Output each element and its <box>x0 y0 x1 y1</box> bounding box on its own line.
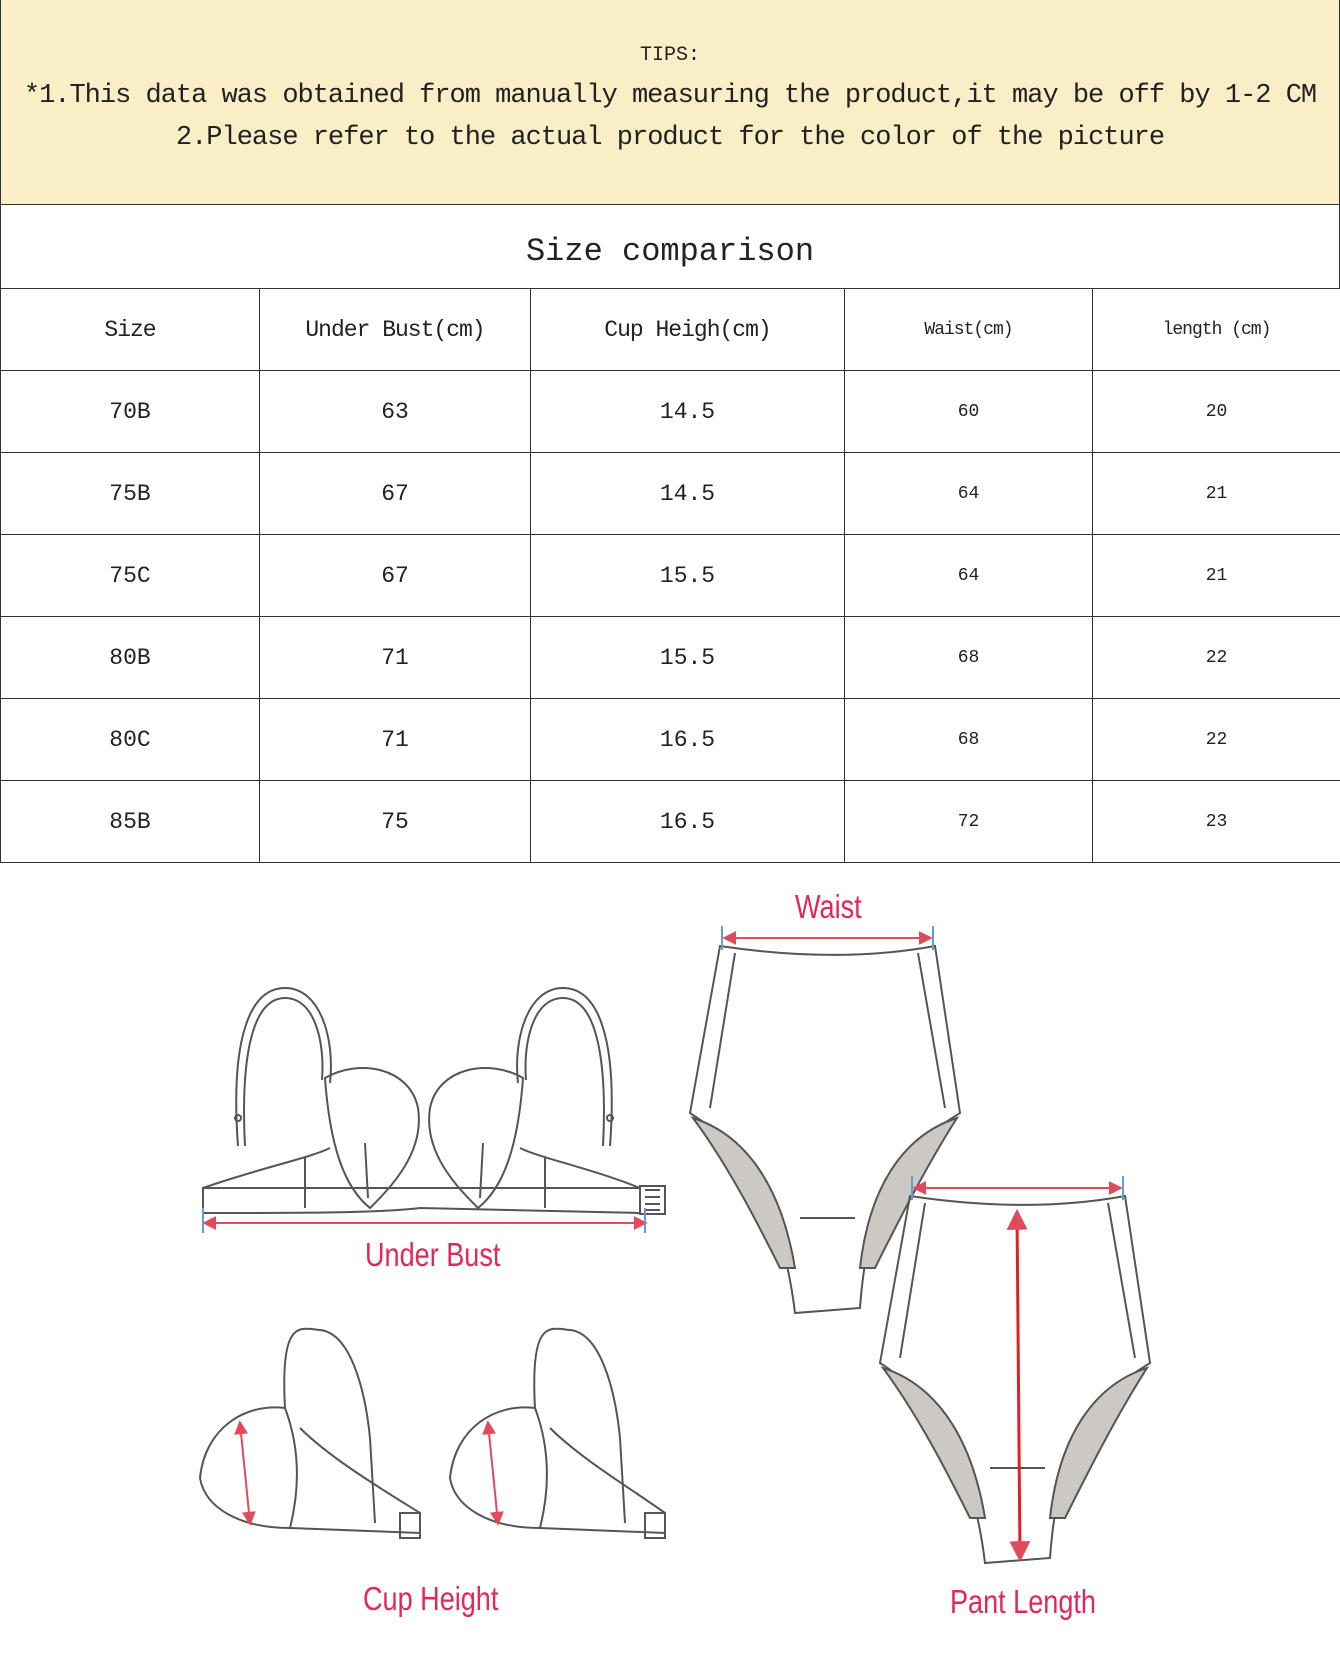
pant-length-measure-line <box>1017 1213 1020 1558</box>
cell-size: 85B <box>1 781 260 863</box>
cell-waist: 64 <box>845 535 1093 617</box>
cell-cup-height: 16.5 <box>531 699 845 781</box>
size-comparison-title: Size comparison <box>0 204 1340 289</box>
tips-line-1: *1.This data was obtained from manually measuring the product,it may be off by 1-2 CM <box>23 81 1317 111</box>
tips-line-2: 2.Please refer to the actual product for the color of the picture <box>175 123 1165 153</box>
cell-under-bust: 63 <box>260 371 531 453</box>
table-row <box>1 371 1340 453</box>
cell-size: 70B <box>1 371 260 453</box>
cell-cup-height: 16.5 <box>531 781 845 863</box>
cell-waist: 64 <box>845 453 1093 535</box>
header-size: Size <box>1 289 260 371</box>
measurement-illustration <box>0 868 1340 1675</box>
cell-under-bust: 71 <box>260 699 531 781</box>
cell-size: 75B <box>1 453 260 535</box>
cell-length: 23 <box>1093 781 1340 863</box>
table-row <box>1 453 1340 535</box>
cell-waist: 60 <box>845 371 1093 453</box>
cell-length: 22 <box>1093 617 1340 699</box>
header-cup-height: Cup Heigh(cm) <box>531 289 845 371</box>
cell-length: 22 <box>1093 699 1340 781</box>
tips-title: TIPS: <box>639 44 700 67</box>
pant-length-label: Pant Length <box>950 1583 1096 1620</box>
cell-length: 21 <box>1093 535 1340 617</box>
cell-length: 20 <box>1093 371 1340 453</box>
table-row <box>1 535 1340 617</box>
cell-cup-height: 15.5 <box>531 535 845 617</box>
header-under-bust: Under Bust(cm) <box>260 289 531 371</box>
table-row <box>1 699 1340 781</box>
table-row <box>1 781 1340 863</box>
panties-back-drawing <box>880 1196 1150 1563</box>
cell-length: 21 <box>1093 453 1340 535</box>
cell-size: 75C <box>1 535 260 617</box>
cell-size: 80B <box>1 617 260 699</box>
tips-box <box>0 0 1340 205</box>
cell-under-bust: 67 <box>260 535 531 617</box>
cell-waist: 72 <box>845 781 1093 863</box>
cell-under-bust: 67 <box>260 453 531 535</box>
header-waist: Waist(cm) <box>845 289 1093 371</box>
cup-height-measure-line-1 <box>240 1423 250 1523</box>
table-row <box>1 617 1340 699</box>
measurement-diagrams <box>0 868 1340 1675</box>
cell-cup-height: 15.5 <box>531 617 845 699</box>
bra-side-drawings <box>200 1329 665 1538</box>
bra-front-drawing <box>203 988 665 1214</box>
cell-cup-height: 14.5 <box>531 371 845 453</box>
cell-under-bust: 71 <box>260 617 531 699</box>
header-length: length (cm) <box>1093 289 1340 371</box>
size-table <box>0 288 1340 863</box>
cup-height-measure-line-2 <box>488 1423 498 1523</box>
waist-label: Waist <box>795 888 862 925</box>
panties-front-drawing <box>690 946 960 1313</box>
cup-height-label: Cup Height <box>363 1580 499 1617</box>
under-bust-label: Under Bust <box>365 1236 501 1273</box>
cell-cup-height: 14.5 <box>531 453 845 535</box>
table-header-row <box>1 289 1340 371</box>
cell-size: 80C <box>1 699 260 781</box>
cell-under-bust: 75 <box>260 781 531 863</box>
cell-waist: 68 <box>845 699 1093 781</box>
cell-waist: 68 <box>845 617 1093 699</box>
